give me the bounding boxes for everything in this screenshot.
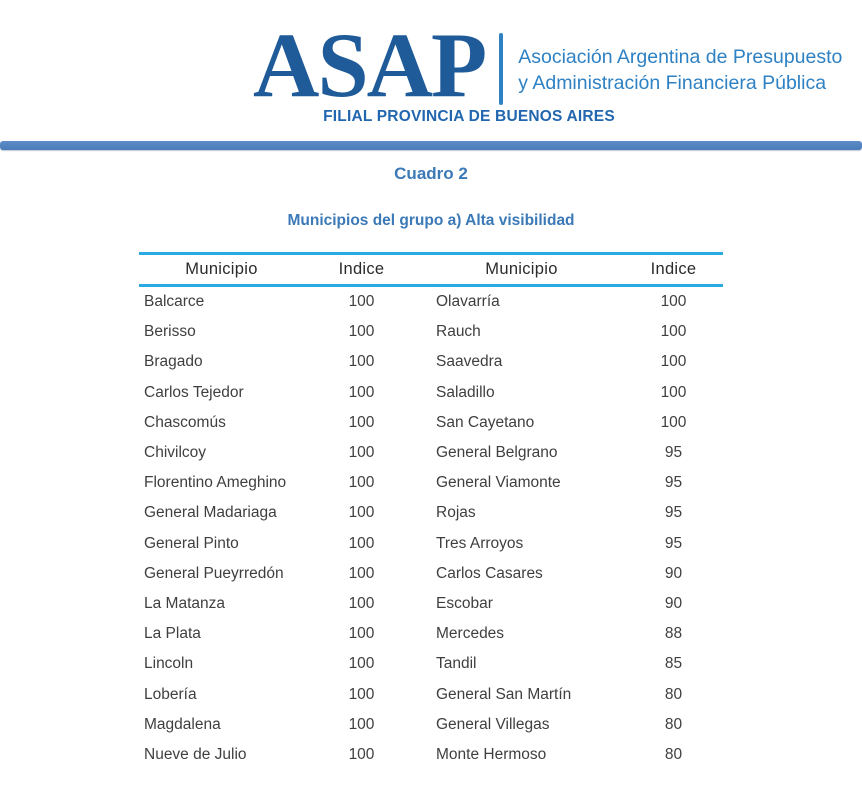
indice-cell: 95 xyxy=(664,474,683,492)
indice-cell: 100 xyxy=(348,625,375,643)
indice-cell: 88 xyxy=(664,625,683,643)
municipio-cell: General San Martín xyxy=(436,685,572,703)
indice-cell: 95 xyxy=(664,504,683,522)
indice-cell: 100 xyxy=(348,715,375,733)
table-row xyxy=(139,438,723,468)
table-header-row xyxy=(139,252,723,287)
municipio-cell: Olavarría xyxy=(436,293,500,311)
table-row xyxy=(139,317,723,347)
indice-cell: 100 xyxy=(348,655,375,673)
table-row xyxy=(139,649,723,679)
municipio-cell: General Villegas xyxy=(436,715,550,733)
municipio-cell: Lobería xyxy=(144,685,197,703)
letterhead xyxy=(0,0,862,126)
indice-cell: 100 xyxy=(348,413,375,431)
municipio-cell: Mercedes xyxy=(436,625,505,643)
municipio-cell: Bragado xyxy=(144,353,203,371)
municipio-cell: Balcarce xyxy=(144,293,205,311)
indice-cell: 100 xyxy=(660,353,687,371)
indice-cell: 100 xyxy=(660,383,687,401)
indice-cell: 95 xyxy=(664,444,683,462)
municipio-cell: Chascomús xyxy=(144,413,226,431)
indice-cell: 100 xyxy=(348,745,375,763)
municipio-cell: Saavedra xyxy=(436,353,503,371)
indice-cell: 100 xyxy=(348,353,375,371)
municipio-cell: Florentino Ameghino xyxy=(144,474,287,492)
indice-cell: 100 xyxy=(348,474,375,492)
indice-cell: 85 xyxy=(664,655,683,673)
municipio-cell: Lincoln xyxy=(144,655,194,673)
column-header-municipio-2: Municipio xyxy=(485,260,558,278)
municipio-cell: Berisso xyxy=(144,323,196,341)
table-caption: Cuadro 2 xyxy=(394,164,468,183)
branch-title: FILIAL PROVINCIA DE BUENOS AIRES xyxy=(323,108,615,125)
indice-cell: 80 xyxy=(664,745,683,763)
table-row xyxy=(139,710,723,740)
indice-cell: 100 xyxy=(348,383,375,401)
municipio-cell: San Cayetano xyxy=(436,413,535,431)
table-body xyxy=(139,287,723,770)
municipio-cell: Chivilcoy xyxy=(144,444,207,462)
column-header-indice-1: Indice xyxy=(338,260,385,278)
indice-cell: 100 xyxy=(348,685,375,703)
indice-cell: 100 xyxy=(348,594,375,612)
municipio-cell: Rauch xyxy=(436,323,481,341)
municipio-cell: General Pinto xyxy=(144,534,239,552)
municipio-cell: General Pueyrredón xyxy=(144,564,284,582)
municipio-cell: Nueve de Julio xyxy=(144,745,247,763)
municipio-cell: Escobar xyxy=(436,594,493,612)
indice-cell: 90 xyxy=(664,594,683,612)
table-row xyxy=(139,468,723,498)
indice-cell: 100 xyxy=(660,293,687,311)
municipios-table xyxy=(139,252,723,770)
table-row xyxy=(139,529,723,559)
asap-logo: ASAP xyxy=(253,14,486,117)
indice-cell: 100 xyxy=(348,444,375,462)
table-row xyxy=(139,619,723,649)
municipio-cell: Carlos Tejedor xyxy=(144,383,244,401)
org-name-line2: y Administración Financiera Pública xyxy=(518,72,827,94)
indice-cell: 95 xyxy=(664,534,683,552)
indice-cell: 100 xyxy=(348,293,375,311)
indice-cell: 100 xyxy=(348,323,375,341)
municipio-cell: La Matanza xyxy=(144,594,225,612)
municipio-cell: Saladillo xyxy=(436,383,495,401)
municipio-cell: Monte Hermoso xyxy=(436,745,547,763)
logo-divider xyxy=(499,33,503,105)
table-row xyxy=(139,408,723,438)
table-row xyxy=(139,740,723,770)
accent-bar xyxy=(0,141,862,150)
municipio-cell: General Madariaga xyxy=(144,504,277,522)
municipio-cell: General Belgrano xyxy=(436,444,558,462)
indice-cell: 80 xyxy=(664,715,683,733)
column-header-municipio-1: Municipio xyxy=(185,260,258,278)
table-row xyxy=(139,347,723,377)
municipio-cell: Rojas xyxy=(436,504,476,522)
table-row xyxy=(139,287,723,317)
municipio-cell: Tres Arroyos xyxy=(436,534,524,552)
table-row xyxy=(139,498,723,528)
table-row xyxy=(139,589,723,619)
table-row xyxy=(139,378,723,408)
municipio-cell: Magdalena xyxy=(144,715,221,733)
municipio-cell: Tandil xyxy=(436,655,477,673)
indice-cell: 80 xyxy=(664,685,683,703)
indice-cell: 100 xyxy=(660,413,687,431)
indice-cell: 100 xyxy=(660,323,687,341)
indice-cell: 100 xyxy=(348,504,375,522)
indice-cell: 100 xyxy=(348,534,375,552)
table-row xyxy=(139,559,723,589)
table-subtitle: Municipios del grupo a) Alta visibilidad xyxy=(287,212,575,229)
org-name-line1: Asociación Argentina de Presupuesto xyxy=(518,46,843,68)
org-name xyxy=(518,36,842,96)
table-row xyxy=(139,679,723,709)
column-header-indice-2: Indice xyxy=(650,260,697,278)
municipio-cell: Carlos Casares xyxy=(436,564,543,582)
indice-cell: 90 xyxy=(664,564,683,582)
municipio-cell: La Plata xyxy=(144,625,201,643)
municipio-cell: General Viamonte xyxy=(436,474,561,492)
indice-cell: 100 xyxy=(348,564,375,582)
